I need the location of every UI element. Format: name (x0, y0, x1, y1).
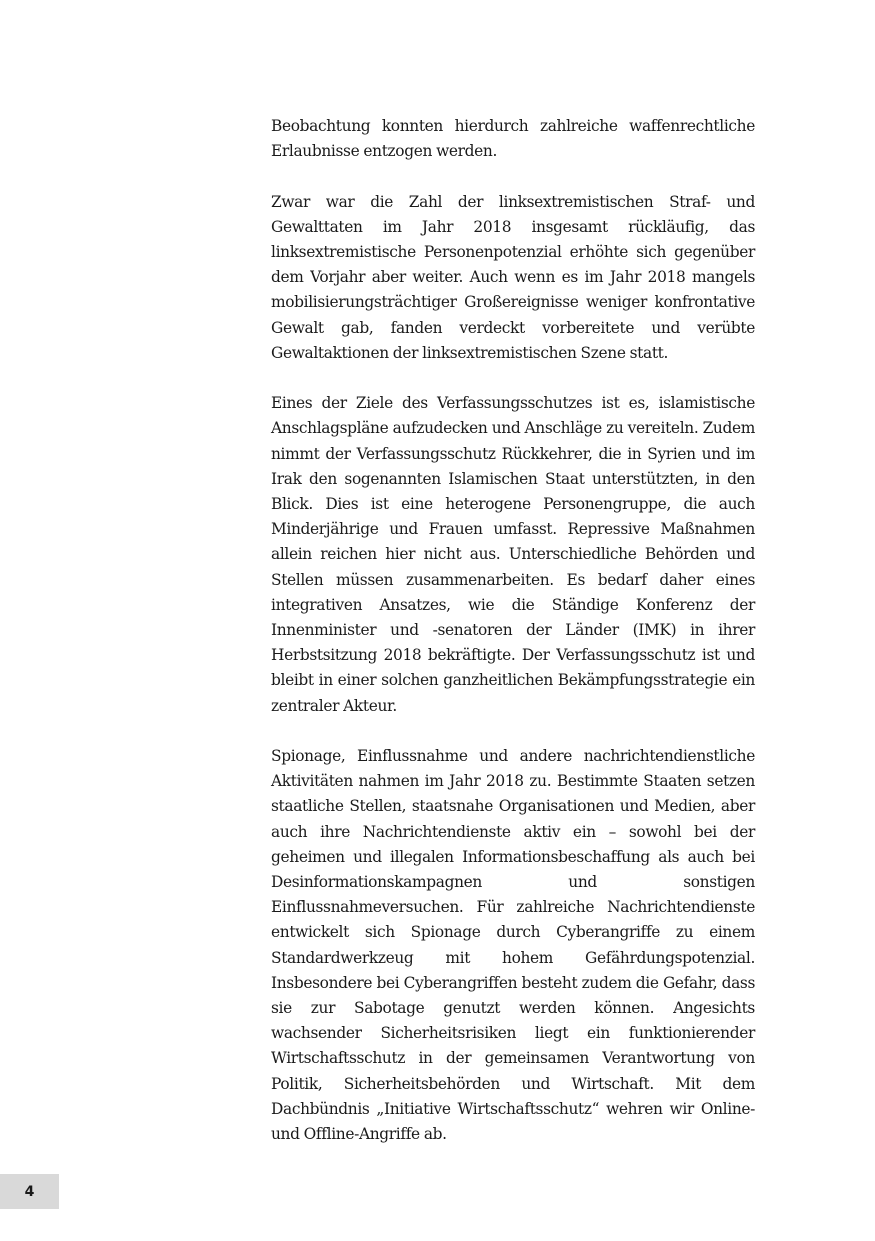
paragraph-weapons-permits: Beobachtung konnten hierdurch zahlreiche waffenrechtliche Erlaubnisse entzogen werden. (271, 117, 755, 161)
paragraph-left-wing-extremism: Zwar war die Zahl der linksextremistischen Straf- und Gewalttaten im Jahr 2018 insgesamt rückläufig, das linksextremistische Personenpotenzial erhöhte sich gegenüber dem Vorjahr aber weiter. Auch wenn es im Jahr 2018 mangels mobilisierungsträchtiger Großereignisse weniger konfrontative Gewalt gab, fanden verdeckt vorbereitete und verübte Gewaltaktionen der linksextremistischen Szene statt. (271, 192, 755, 362)
page-number: 4 (24, 1183, 35, 1200)
paragraph-espionage: Spionage, Einflussnahme und andere nachrichtendienstliche Aktivitäten nahmen im Jahr 2018 zu. Bestimmte Staaten setzen staatliche Stellen, staatsnahe Organisationen und Medien, aber auch ihre Nachrichtendienste aktiv ein – sowohl bei der geheimen und illegalen Informationsbeschaffung als auch bei Desinformationskampagnen und sonstigen Einflussnahmeversuchen. Für zahlreiche Nachrichtendienste entwickelt sich Spionage durch Cyberangriffe zu einem Standardwerkzeug mit hohem Gefährdungspotenzial. Insbesondere bei Cyberangriffen besteht zudem die Gefahr, dass sie zur Sabotage genutzt werden können. Angesichts wachsender Sicherheitsrisiken liegt ein funktionierender Wirtschaftsschutz in der gemeinsamen Verantwortung von Politik, Sicherheitsbehörden und Wirtschaft. Mit dem Dachbündnis „Initiative Wirtschaftsschutz“ wehren wir Online- und Offline-Angriffe ab. (271, 747, 755, 1144)
paragraph-islamism: Eines der Ziele des Verfassungsschutzes ist es, islamistische Anschlagspläne aufzudecken und Anschläge zu vereiteln. Zudem nimmt der Verfassungsschutz Rückkehrer, die in Syrien und im Irak den sogenannten Islamischen Staat unterstützten, in den Blick. Dies ist eine heterogene Personengruppe, die auch Minderjährige und Frauen umfasst. Repressive Maßnahmen allein reichen hier nicht aus. Unterschiedliche Behörden und Stellen müssen zusammenarbeiten. Es bedarf daher eines integrativen Ansatzes, wie die Ständige Konferenz der Innenminister und -senatoren der Länder (IMK) in ihrer Herbstsitzung 2018 bekräftigte. Der Verfassungsschutz ist und bleibt in einer solchen ganzheitlichen Bekämpfungsstrategie ein zentraler Akteur. (271, 394, 755, 715)
body-text (271, 114, 755, 1147)
page-number-tab (0, 1174, 59, 1209)
